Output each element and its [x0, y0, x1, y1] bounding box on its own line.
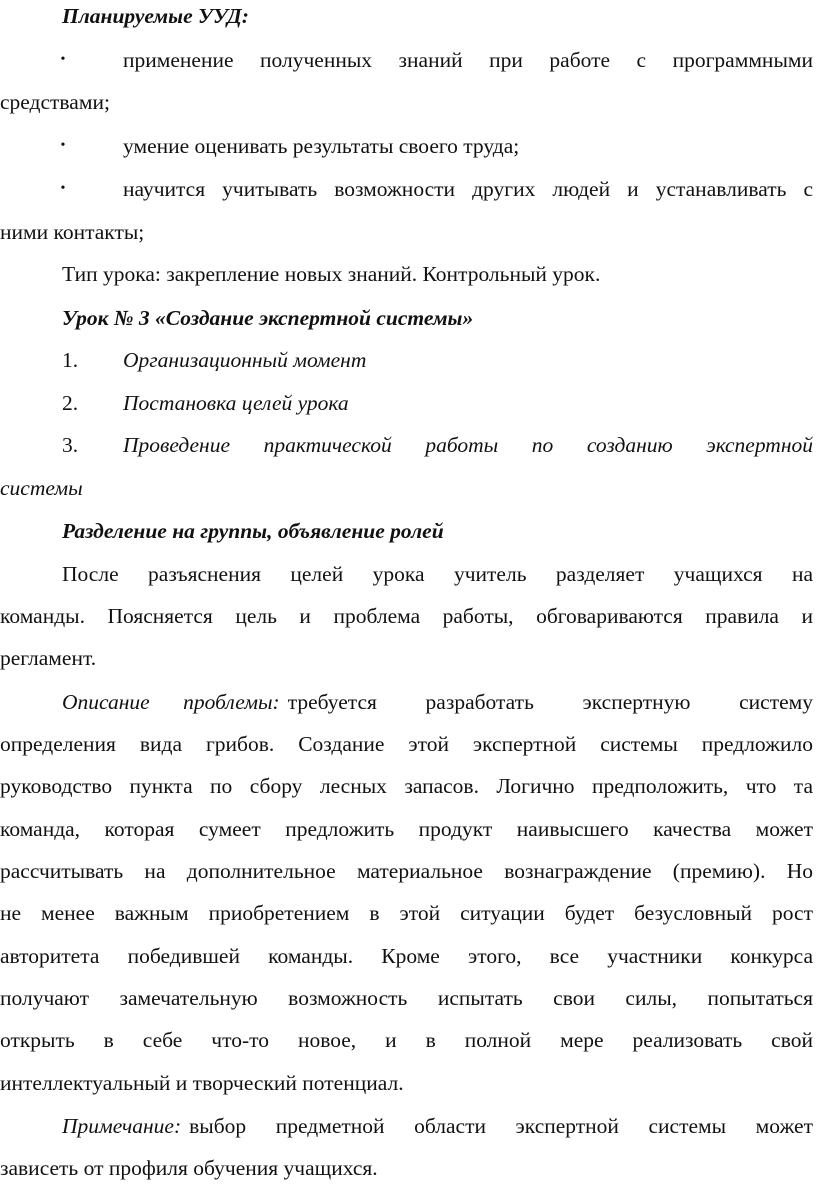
bullet-icon: • — [60, 52, 66, 67]
step-2-text: Постановка целей урока — [123, 391, 349, 415]
lesson3-heading: Урок № 3 «Создание экспертной системы» — [62, 306, 474, 330]
uud-item-3-line1: научится учитывать возможности других людей и устанавливать с — [123, 177, 813, 201]
note-line2: зависеть от профиля обучения учащихся. — [0, 1156, 378, 1180]
step-number: 2. — [62, 391, 79, 415]
problem-line1 — [62, 687, 813, 717]
step-1-text: Организационный момент — [123, 348, 367, 372]
groups-para-line1: После разъяснения целей урока учитель разделяет учащихся на — [62, 562, 813, 586]
step-3-text-line2: системы — [0, 476, 83, 500]
problem-line: не менее важным приобретением в этой ситуации будет безусловный рост — [0, 901, 813, 925]
groups-heading: Разделение на группы, объявление ролей — [62, 519, 444, 543]
problem-line: получают замечательную возможность испытать свои силы, попытаться — [0, 986, 813, 1010]
uud-item-3-line2: ними контакты; — [0, 220, 145, 244]
uud-heading: Планируемые УУД: — [62, 4, 249, 28]
groups-para-line2: команды. Поясняется цель и проблема работы, обговариваются правила и — [0, 604, 813, 628]
problem-line: авторитета победившей команды. Кроме этого, все участники конкурса — [0, 944, 813, 968]
uud-item-2: умение оценивать результаты своего труда; — [123, 134, 520, 158]
problem-line-last: интеллектуальный и творческий потенциал. — [0, 1071, 404, 1095]
problem-label: Описание проблемы: — [62, 690, 280, 714]
note-line1-rest: выбор предметной области экспертной системы может — [189, 1114, 813, 1138]
problem-line1-rest: требуется разработать экспертную систему — [287, 690, 813, 714]
problem-line: команда, которая сумеет предложить продукт наивысшего качества может — [0, 817, 813, 841]
problem-line: руководство пункта по сбору лесных запасов. Логично предположить, что та — [0, 774, 813, 798]
problem-line: открыть в себе что-то новое, и в полной мере реализовать свой — [0, 1028, 813, 1052]
groups-para-line3: регламент. — [0, 646, 97, 670]
lesson-type: Тип урока: закрепление новых знаний. Контрольный урок. — [62, 262, 601, 286]
step-number: 1. — [62, 348, 79, 372]
uud-item-1-line1: применение полученных знаний при работе с программными — [123, 48, 813, 72]
uud-item-1-line2: средствами; — [0, 90, 110, 114]
bullet-icon: • — [60, 138, 66, 153]
step-number: 3. — [62, 433, 79, 457]
bullet-icon: • — [60, 181, 66, 196]
note-line1 — [62, 1111, 813, 1141]
note-label: Примечание: — [62, 1114, 182, 1138]
problem-line: рассчитывать на дополнительное материальное вознаграждение (премию). Но — [0, 859, 813, 883]
problem-line: определения вида грибов. Создание этой экспертной системы предложило — [0, 732, 813, 756]
step-3-text-line1: Проведение практической работы по созданию экспертной — [123, 433, 813, 457]
